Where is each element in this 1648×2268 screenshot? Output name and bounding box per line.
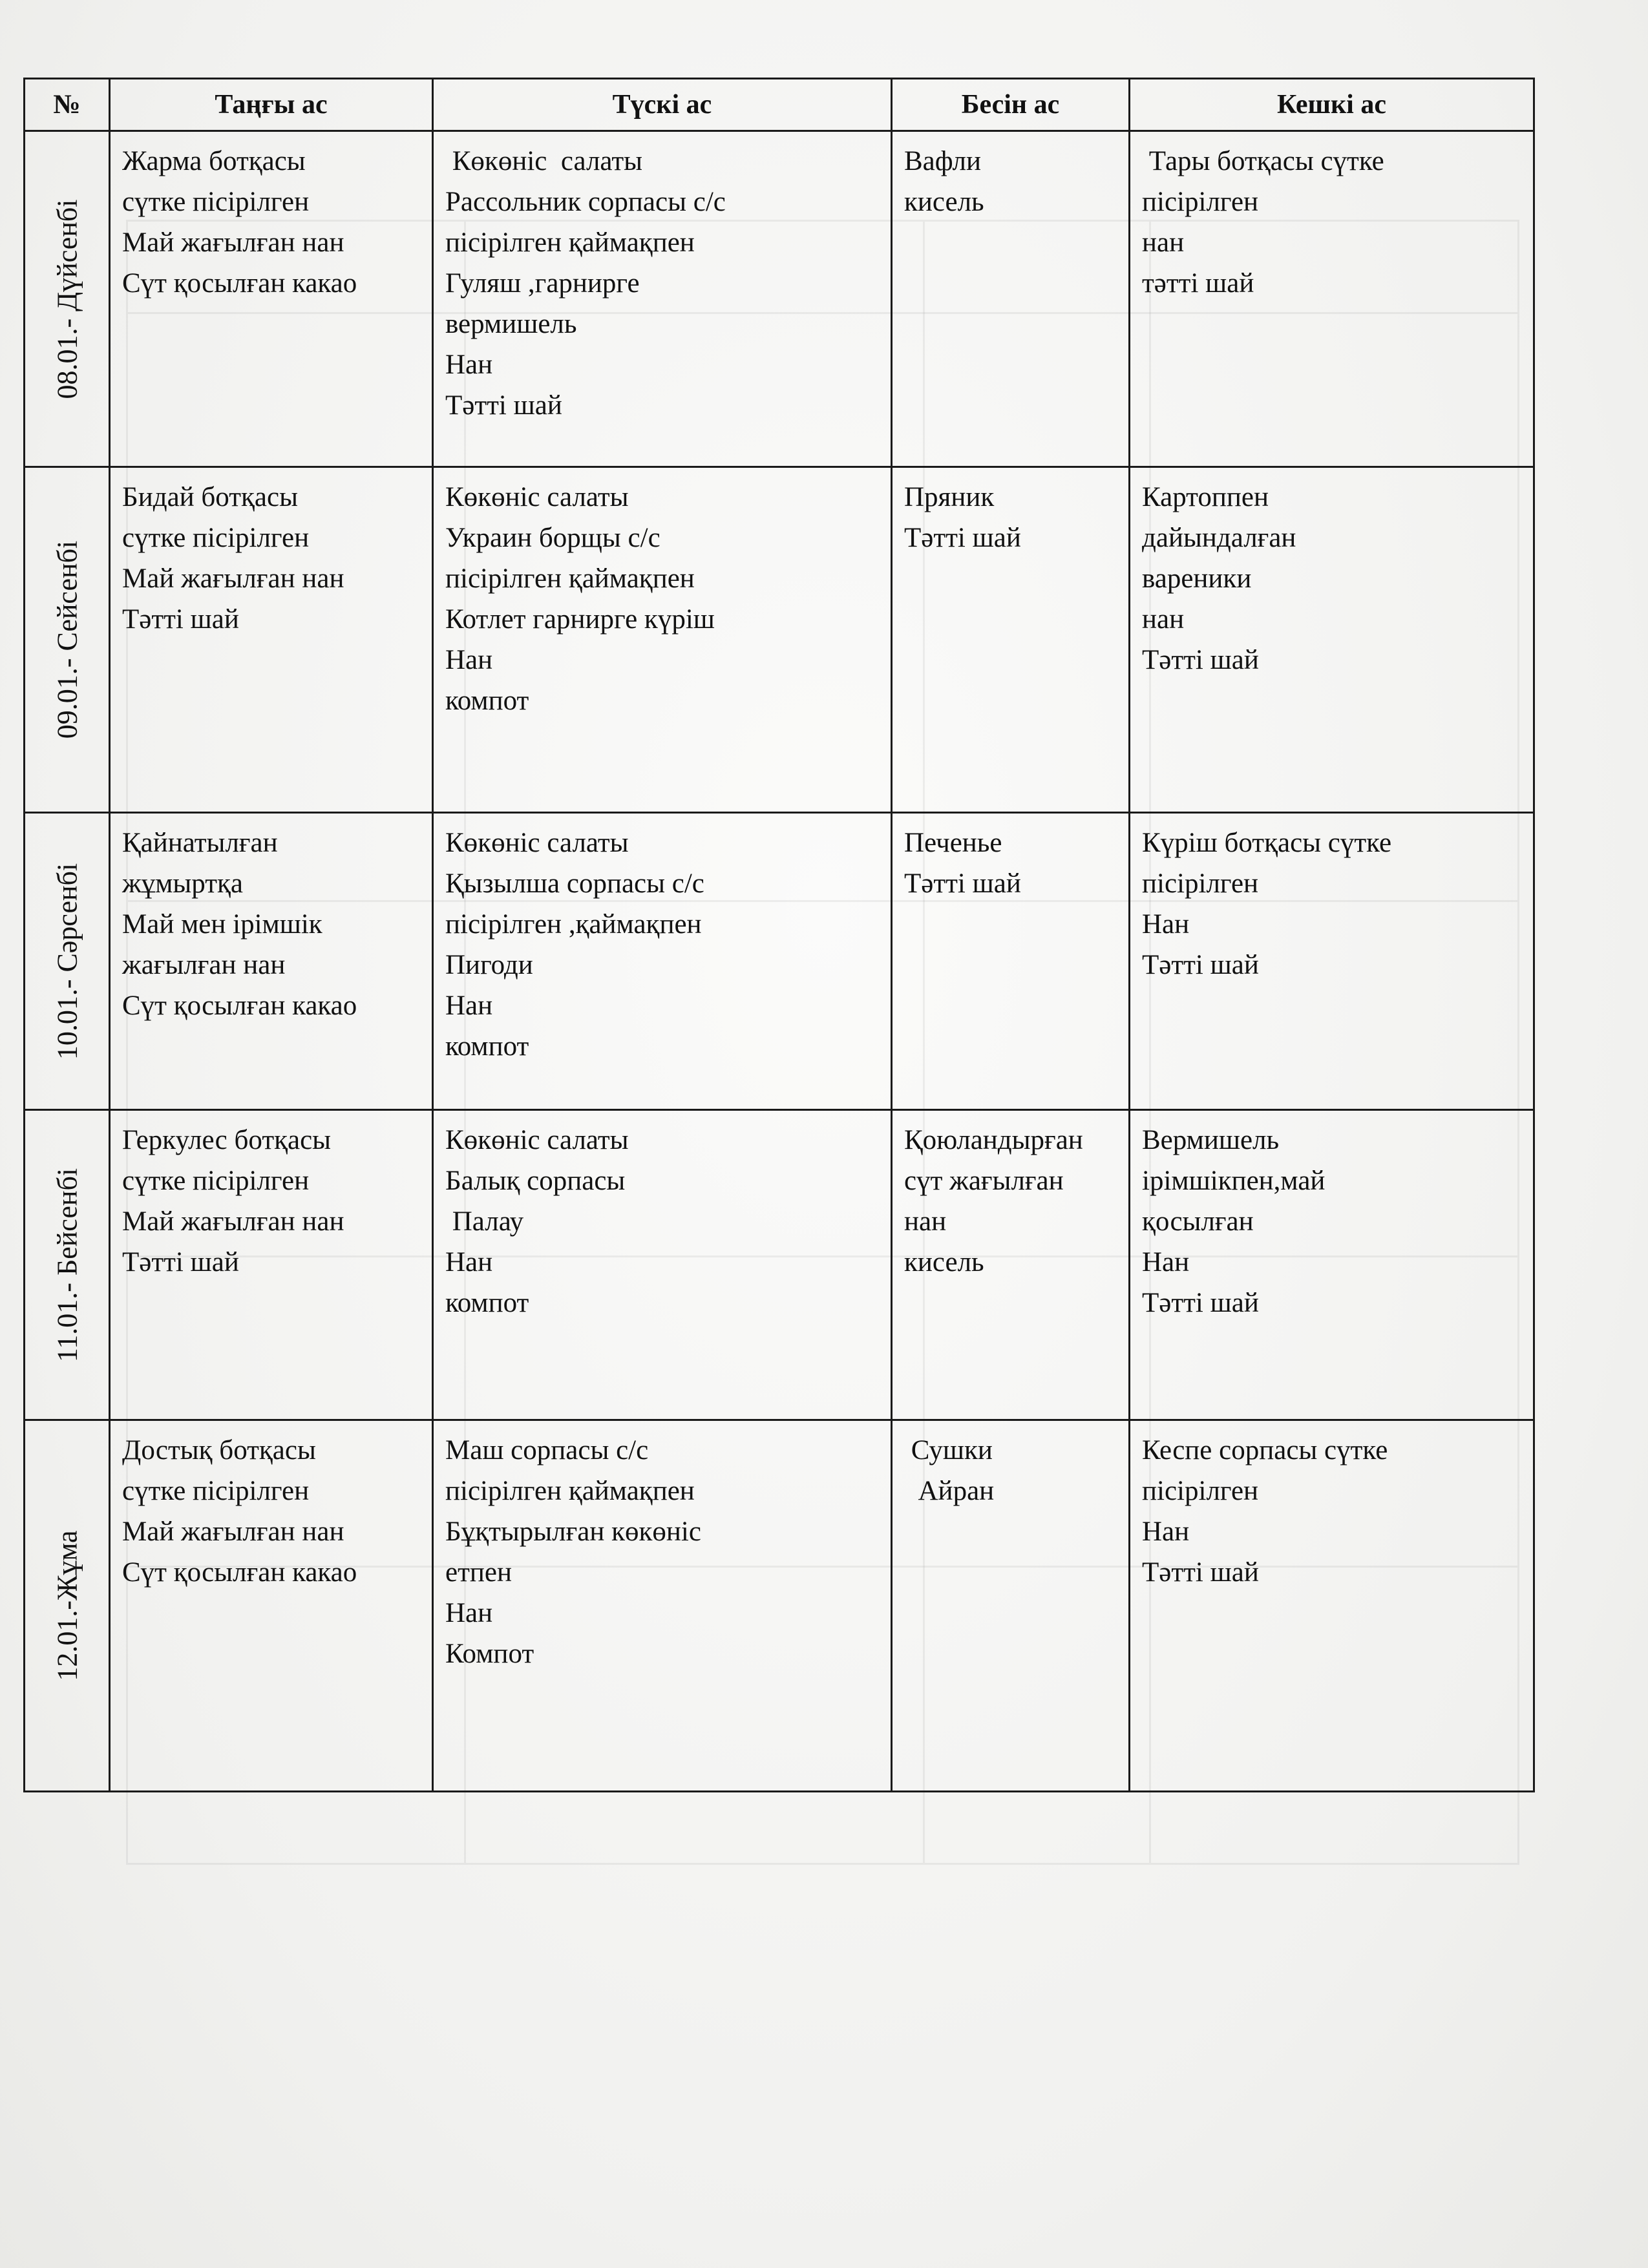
dinner-cell (1130, 1420, 1534, 1792)
snack-cell (892, 813, 1130, 1110)
menu-item: тәтті шай (1142, 268, 1254, 299)
lunch-cell (433, 131, 892, 467)
menu-item: Тәтті шай (122, 604, 239, 635)
table-row-monday (25, 131, 1534, 467)
menu-item: Сушки (904, 1435, 993, 1465)
menu-item: Достық ботқасы (122, 1435, 316, 1465)
menu-item: пісірілген қаймақпен (445, 1476, 695, 1506)
menu-item: пісірілген ,қаймақпен (445, 909, 702, 940)
menu-item: Бұқтырылған көкөніс (445, 1517, 701, 1547)
menu-item: Сүт қосылған какао (122, 268, 357, 299)
menu-item: компот (445, 686, 529, 716)
header-lunch: Түскі ас (433, 79, 892, 131)
table-row-wednesday (25, 813, 1534, 1110)
table-row-friday (25, 1420, 1534, 1792)
snack-cell (892, 1420, 1130, 1792)
day-cell (25, 1420, 110, 1792)
menu-item: жұмыртқа (122, 868, 244, 899)
day-label: 10.01.- Сәрсенбі (51, 863, 83, 1060)
header-snack: Бесін ас (892, 79, 1130, 131)
menu-item: Көкөніс салаты (445, 1125, 629, 1155)
lunch-cell (433, 813, 892, 1110)
menu-item: Қоюландырған (904, 1125, 1083, 1155)
menu-item: нан (904, 1206, 947, 1237)
menu-item: Геркулес ботқасы (122, 1125, 332, 1155)
menu-item: вермишель (445, 309, 577, 339)
menu-item: Тәтті шай (904, 868, 1021, 899)
menu-item: Рассольник сорпасы с/с (445, 187, 726, 217)
menu-item: ірімшікпен,май (1142, 1166, 1326, 1196)
menu-item: Көкөніс салаты (445, 146, 643, 176)
menu-item: Айран (904, 1476, 995, 1506)
menu-item: Тәтті шай (1142, 1557, 1259, 1588)
menu-item: компот (445, 1288, 529, 1318)
breakfast-cell (110, 467, 433, 813)
menu-item: вареники (1142, 563, 1252, 594)
day-cell (25, 467, 110, 813)
menu-item: етпен (445, 1557, 512, 1588)
menu-item: Май жағылған нан (122, 1517, 344, 1547)
menu-item: Бидай ботқасы (122, 482, 298, 512)
day-cell (25, 813, 110, 1110)
menu-item: Тәтті шай (1142, 950, 1259, 980)
menu-item: Май жағылған нан (122, 563, 344, 594)
menu-item: сүтке пісірілген (122, 1476, 310, 1506)
breakfast-cell (110, 1110, 433, 1420)
menu-item: Кеспе сорпасы сүтке (1142, 1435, 1388, 1465)
menu-item: пісірілген қаймақпен (445, 227, 695, 258)
menu-item: сүтке пісірілген (122, 1166, 310, 1196)
menu-item: Гуляш ,гарнирге (445, 268, 640, 299)
menu-item: қосылған (1142, 1206, 1254, 1237)
menu-item: Сүт қосылған какао (122, 991, 357, 1021)
dinner-cell (1130, 1110, 1534, 1420)
header-dinner: Кешкі ас (1130, 79, 1534, 131)
lunch-cell (433, 1420, 892, 1792)
table-row-tuesday (25, 467, 1534, 813)
menu-item: Печенье (904, 828, 1002, 858)
menu-item: компот (445, 1031, 529, 1062)
menu-item: Жарма ботқасы (122, 146, 306, 176)
menu-item: Нан (445, 991, 493, 1021)
menu-item: Сүт қосылған какао (122, 1557, 357, 1588)
snack-cell (892, 131, 1130, 467)
menu-item: Нан (445, 645, 493, 675)
menu-item: Нан (1142, 1247, 1190, 1277)
menu-item: пісірілген (1142, 868, 1259, 899)
menu-item: сүтке пісірілген (122, 187, 310, 217)
snack-cell (892, 1110, 1130, 1420)
menu-item: сүт жағылған (904, 1166, 1064, 1196)
day-label: 09.01.- Сейсенбі (51, 540, 83, 739)
menu-item: Май мен ірімшік (122, 909, 322, 940)
menu-item: Вермишель (1142, 1125, 1280, 1155)
day-label: 11.01.- Бейсенбі (51, 1168, 83, 1362)
menu-item: Тәтті шай (904, 523, 1021, 553)
menu-item: Нан (1142, 909, 1190, 940)
day-label: 12.01.-Жұма (51, 1530, 83, 1681)
menu-item: Күріш ботқасы сүтке (1142, 828, 1392, 858)
day-cell (25, 131, 110, 467)
menu-item: Тәтті шай (122, 1247, 239, 1277)
menu-item: нан (1142, 604, 1185, 635)
menu-item: пісірілген (1142, 187, 1259, 217)
menu-item: сүтке пісірілген (122, 523, 310, 553)
table-row-thursday (25, 1110, 1534, 1420)
menu-item: Пряник (904, 482, 995, 512)
breakfast-cell (110, 1420, 433, 1792)
lunch-cell (433, 467, 892, 813)
menu-item: Нан (1142, 1517, 1190, 1547)
breakfast-cell (110, 131, 433, 467)
menu-item: Палау (445, 1206, 524, 1237)
menu-item: Котлет гарнирге күріш (445, 604, 715, 635)
menu-item: Көкөніс салаты (445, 828, 629, 858)
menu-item: Балық сорпасы (445, 1166, 626, 1196)
weekly-menu-table (23, 78, 1535, 1792)
menu-item: Украин борщы с/с (445, 523, 660, 553)
menu-item: кисель (904, 187, 984, 217)
menu-item: Нан (445, 350, 493, 380)
dinner-cell (1130, 467, 1534, 813)
menu-item: Тәтті шай (1142, 645, 1259, 675)
day-label: 08.01.- Дүйсенбі (51, 199, 83, 399)
header-number: № (25, 79, 110, 131)
menu-item: Компот (445, 1639, 534, 1669)
menu-item: пісірілген (1142, 1476, 1259, 1506)
menu-item: кисель (904, 1247, 984, 1277)
menu-item: Көкөніс салаты (445, 482, 629, 512)
menu-item: нан (1142, 227, 1185, 258)
menu-item: Тары ботқасы сүтке (1142, 146, 1384, 176)
menu-item: Тәтті шай (1142, 1288, 1259, 1318)
lunch-cell (433, 1110, 892, 1420)
dinner-cell (1130, 131, 1534, 467)
menu-item: Май жағылған нан (122, 1206, 344, 1237)
menu-item: Тәтті шай (445, 390, 562, 421)
menu-item: Вафли (904, 146, 982, 176)
menu-item: Нан (445, 1598, 493, 1628)
menu-item: дайындалған (1142, 523, 1296, 553)
header-breakfast: Таңғы ас (110, 79, 433, 131)
dinner-cell (1130, 813, 1534, 1110)
menu-item: Май жағылған нан (122, 227, 344, 258)
menu-item: пісірілген қаймақпен (445, 563, 695, 594)
menu-item: Пигоди (445, 950, 533, 980)
header-row (25, 79, 1534, 131)
breakfast-cell (110, 813, 433, 1110)
menu-item: Маш сорпасы с/с (445, 1435, 649, 1465)
menu-item: Нан (445, 1247, 493, 1277)
snack-cell (892, 467, 1130, 813)
menu-item: Қайнатылған (122, 828, 278, 858)
menu-item: Қызылша сорпасы с/с (445, 868, 704, 899)
menu-item: жағылған нан (122, 950, 286, 980)
menu-item: Картоппен (1142, 482, 1269, 512)
day-cell (25, 1110, 110, 1420)
